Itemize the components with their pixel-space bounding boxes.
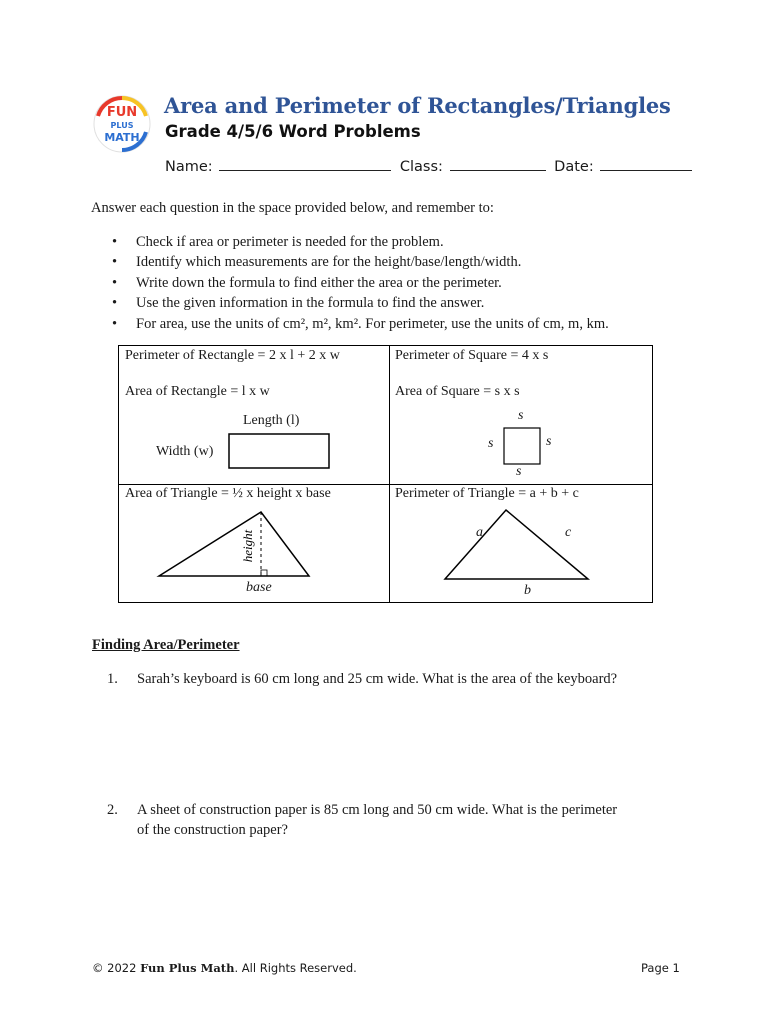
question-number: 2. <box>107 802 118 818</box>
date-field[interactable] <box>600 156 692 171</box>
triangle-area-formula: Area of Triangle = ½ x height x base <box>125 486 331 501</box>
copyright-rights: . All Rights Reserved. <box>234 961 357 975</box>
class-field[interactable] <box>450 156 546 171</box>
logo-line3: MATH <box>104 131 140 144</box>
triangle-perimeter-formula: Perimeter of Triangle = a + b + c <box>395 486 579 501</box>
copyright-prefix: © 2022 <box>92 961 141 975</box>
side-c-label: c <box>565 525 572 540</box>
instructions-list <box>112 232 609 334</box>
question-number: 1. <box>107 671 118 687</box>
question-text: A sheet of construction paper is 85 cm long and 50 cm wide. What is the perimeter of the construction paper? <box>137 802 618 838</box>
logo-line1: FUN <box>106 105 138 120</box>
list-item: • For area, use the units of cm², m², km². For perimeter, use the units of cm, m, km. <box>112 314 609 334</box>
footer-brand: Fun Plus Math <box>140 961 235 975</box>
date-label: Date: <box>554 159 594 175</box>
list-item: • Write down the formula to find either the area or the perimeter. <box>112 273 609 293</box>
formula-reference-table <box>118 345 653 603</box>
logo-line2: PLUS <box>110 121 134 130</box>
list-item: • Check if area or perimeter is needed for the problem. <box>112 232 609 252</box>
square-side-top: s <box>518 408 524 423</box>
square-perimeter-formula: Perimeter of Square = 4 x s <box>395 348 549 363</box>
page-number: Page 1 <box>641 961 680 975</box>
square-side-left: s <box>488 436 494 451</box>
section-heading: Finding Area/Perimeter <box>92 637 240 653</box>
name-label: Name: <box>165 159 213 175</box>
question-1 <box>107 669 627 709</box>
square-area-formula: Area of Square = s x s <box>395 384 520 399</box>
question-text: Sarah’s keyboard is 60 cm long and 25 cm wide. What is the area of the keyboard? <box>137 671 618 687</box>
page-subtitle: Grade 4/5/6 Word Problems <box>165 122 421 141</box>
instructions-intro: Answer each question in the space provided below, and remember to: <box>91 200 494 216</box>
fun-plus-math-logo <box>92 94 152 154</box>
name-field[interactable] <box>219 156 391 171</box>
side-b-label: b <box>524 583 531 598</box>
rectangle-perimeter-formula: Perimeter of Rectangle = 2 x l + 2 x w <box>125 348 340 363</box>
list-item: • Use the given information in the formula to find the answer. <box>112 293 609 313</box>
student-info-line <box>165 156 696 175</box>
footer-copyright <box>92 961 357 975</box>
question-2 <box>107 800 627 840</box>
rectangle-area-formula: Area of Rectangle = l x w <box>125 384 270 399</box>
square-side-right: s <box>546 434 552 449</box>
square-side-bottom: s <box>516 464 522 479</box>
class-label: Class: <box>399 159 443 175</box>
height-label: height <box>240 529 255 563</box>
side-a-label: a <box>476 525 483 540</box>
page-title: Area and Perimeter of Rectangles/Triangles <box>164 93 671 118</box>
base-label: base <box>246 580 272 595</box>
list-item: • Identify which measurements are for the height/base/length/width. <box>112 252 609 272</box>
triangle-perimeter-figure <box>119 346 654 604</box>
width-label: Width (w) <box>156 444 214 459</box>
length-label: Length (l) <box>243 413 300 428</box>
